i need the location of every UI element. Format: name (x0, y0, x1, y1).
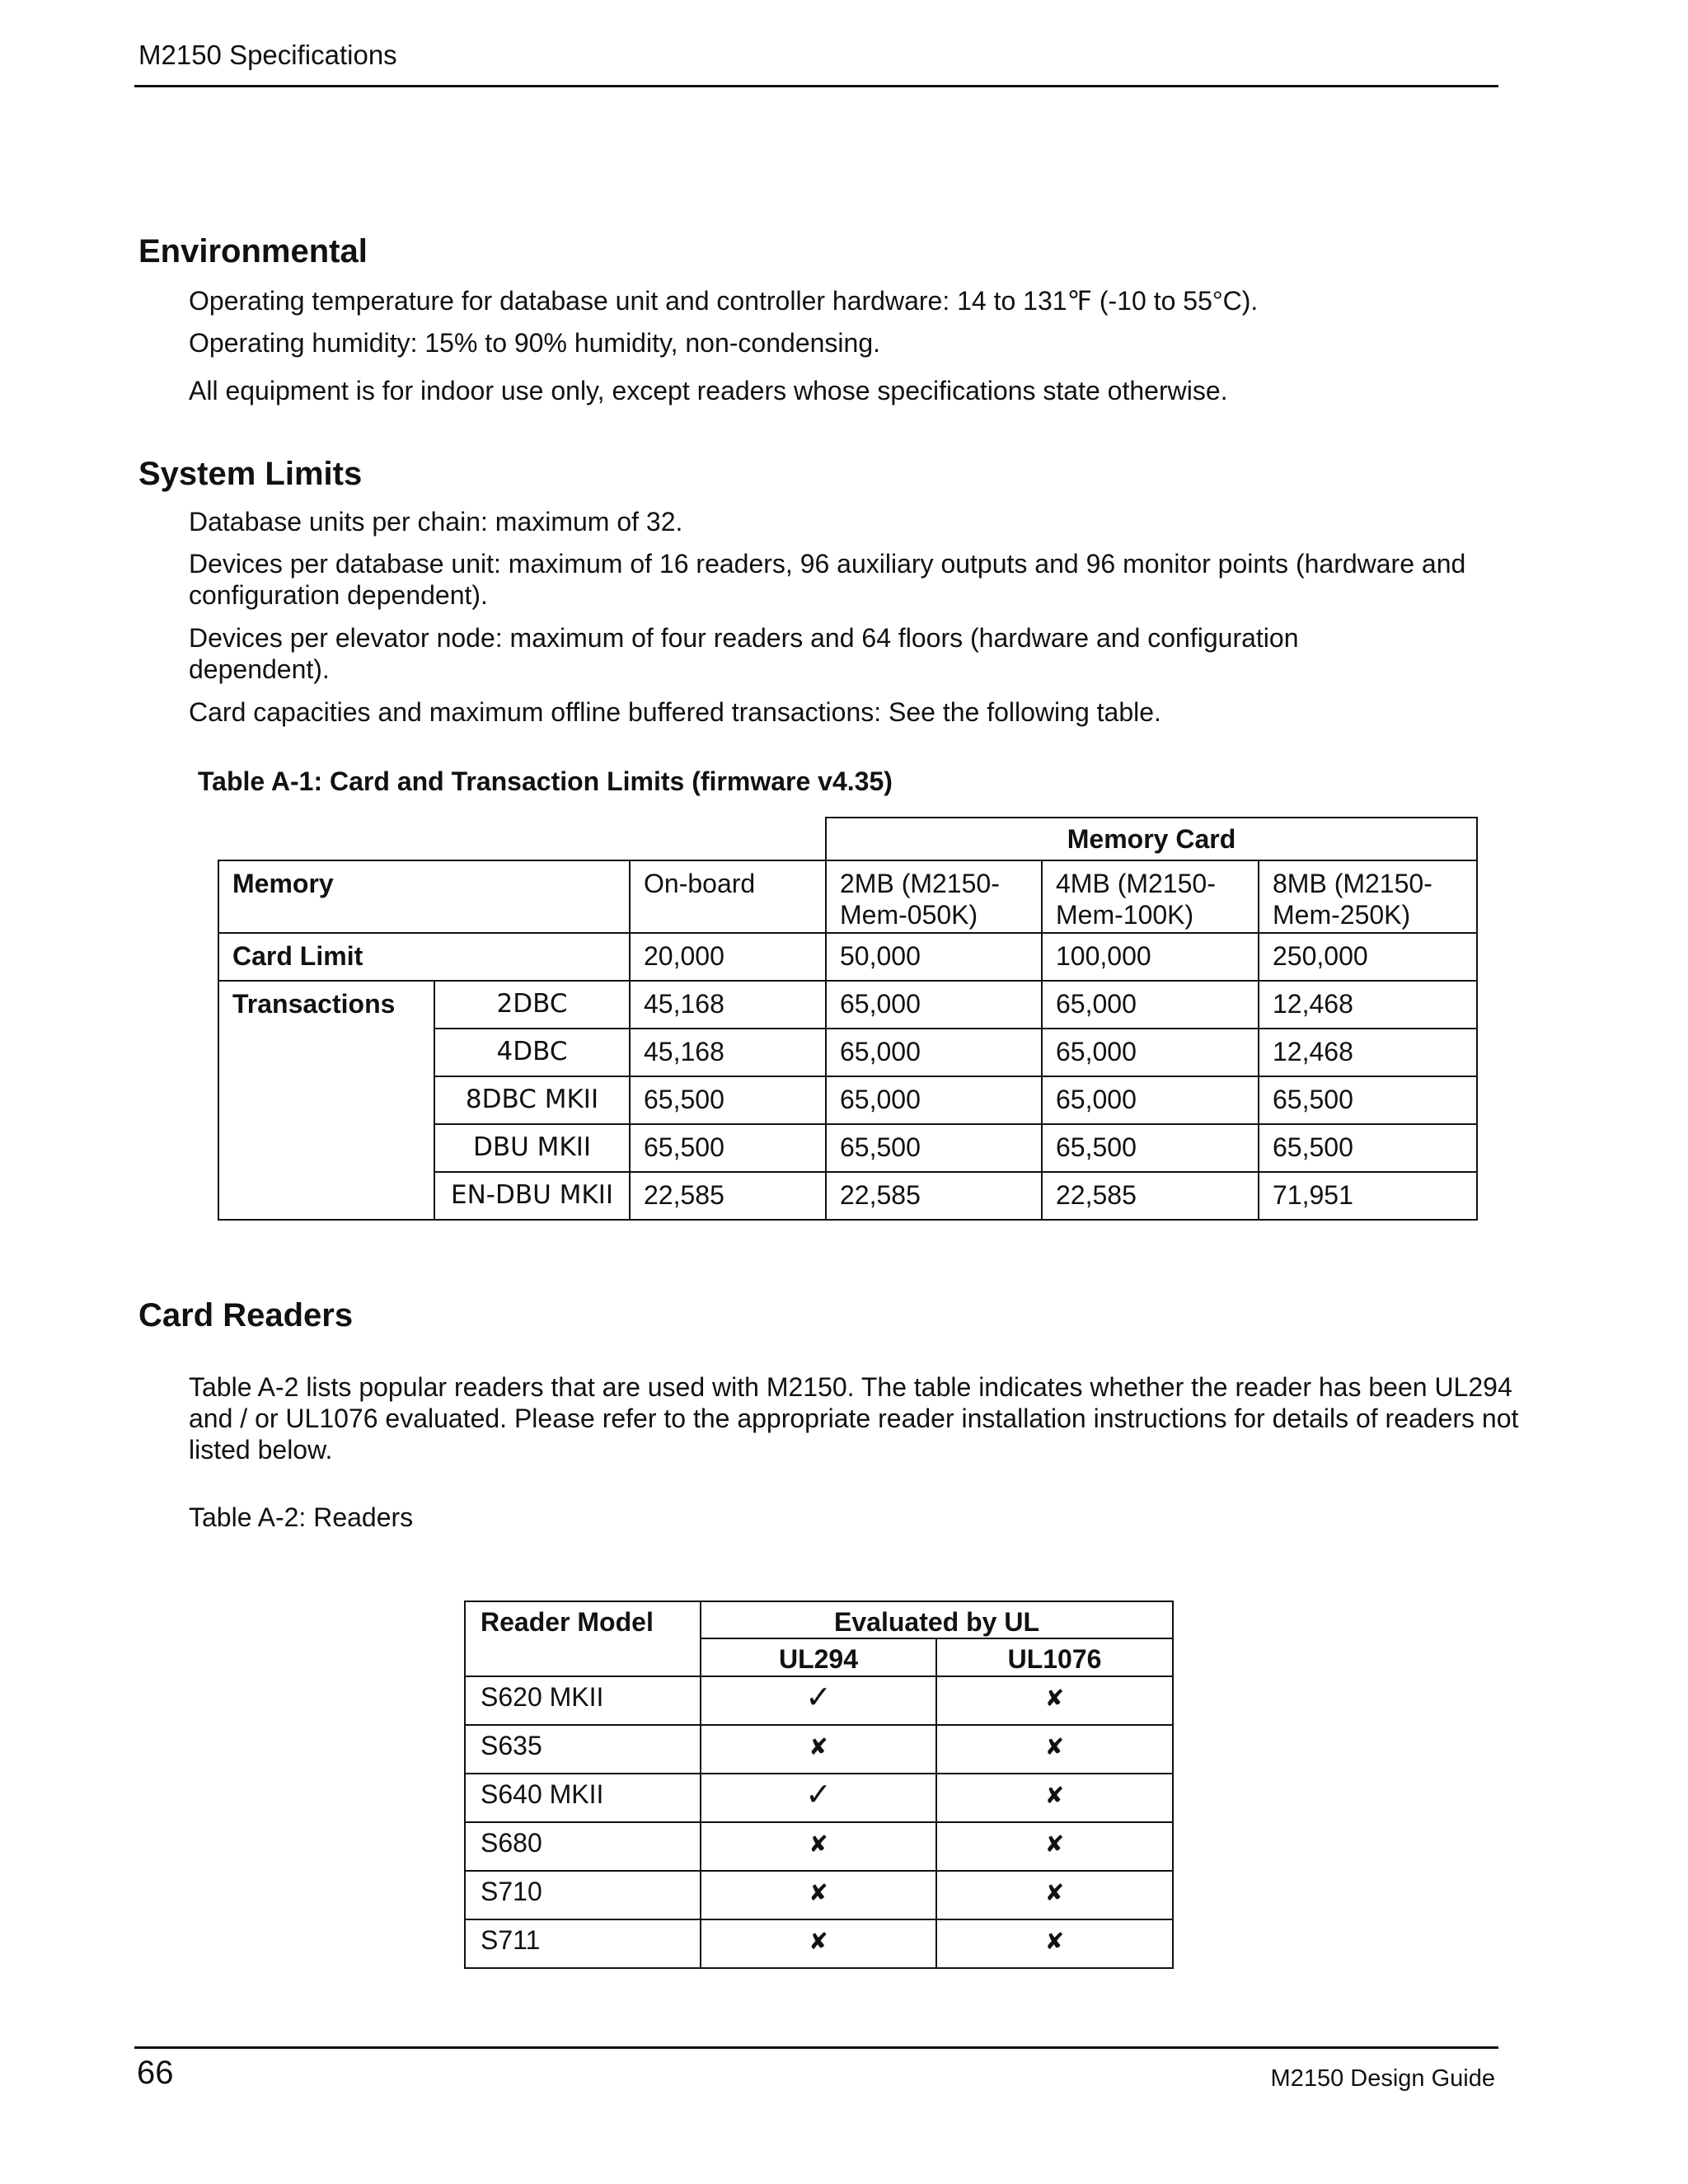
table-row (465, 1919, 1173, 1968)
ul294-cell (701, 1774, 936, 1822)
table-a1-caption: Table A-1: Card and Transaction Limits (firmware v4.35) (198, 766, 893, 796)
cross-icon: ✘ (1044, 1879, 1065, 1906)
check-icon: ✓ (805, 1776, 832, 1812)
table-cell: 45,168 (630, 981, 826, 1029)
cross-icon: ✘ (1044, 1685, 1065, 1712)
mem-2mb-header: 2MB (M2150-Mem-050K) (826, 860, 1042, 933)
limits-devices-per-db: Devices per database unit: maximum of 16 readers, 96 auxiliary outputs and 96 monitor points (hardware and configuration dependent). (189, 549, 1466, 610)
cross-icon: ✘ (809, 1830, 828, 1858)
table-cell: 12,468 (1259, 1029, 1477, 1076)
table-cell: 100,000 (1042, 933, 1259, 981)
ul1076-header: UL1076 (936, 1638, 1173, 1676)
limits-devices-per-elevator: Devices per elevator node: maximum of four readers and 64 floors (hardware and configuration dependent). (189, 623, 1299, 684)
table-cell: 65,500 (1042, 1124, 1259, 1172)
footer-rule (134, 2046, 1498, 2049)
table-row (218, 933, 1477, 981)
table-cell: 22,585 (1042, 1172, 1259, 1220)
table-cell: 65,000 (1042, 981, 1259, 1029)
table-a2-caption: Table A-2: Readers (189, 1502, 414, 1532)
ul294-cell (701, 1725, 936, 1774)
controller-model: 4DBC (434, 1029, 630, 1076)
controller-model: 8DBC MKII (434, 1076, 630, 1124)
ul1076-cell (936, 1676, 1173, 1725)
cross-icon: ✘ (1044, 1830, 1065, 1858)
table-cell: 65,000 (1042, 1076, 1259, 1124)
table-cell: 12,468 (1259, 981, 1477, 1029)
transactions-label: Transactions (218, 981, 434, 1220)
table-cell: 20,000 (630, 933, 826, 981)
page-number: 66 (137, 2055, 174, 2091)
ul294-cell (701, 1919, 936, 1968)
ul1076-cell (936, 1919, 1173, 1968)
cross-icon: ✘ (1044, 1782, 1065, 1809)
table-cell: 22,585 (826, 1172, 1042, 1220)
reader-model: S710 (465, 1871, 701, 1919)
reader-model: S620 MKII (465, 1676, 701, 1725)
cross-icon: ✘ (809, 1928, 828, 1955)
ul294-cell (701, 1822, 936, 1871)
table-cell: 65,500 (1259, 1124, 1477, 1172)
heading-system-limits: System Limits (138, 456, 363, 492)
table-cell: 250,000 (1259, 933, 1477, 981)
cross-icon: ✘ (1044, 1928, 1065, 1955)
reader-model-header: Reader Model (465, 1601, 701, 1676)
controller-model: DBU MKII (434, 1124, 630, 1172)
env-humidity: Operating humidity: 15% to 90% humidity, non-condensing. (189, 328, 880, 358)
memory-label: Memory (218, 860, 630, 933)
table-row (218, 981, 1477, 1029)
table-cell: 22,585 (630, 1172, 826, 1220)
table-cell: 65,500 (826, 1124, 1042, 1172)
ul1076-cell (936, 1871, 1173, 1919)
table-cell: 65,500 (1259, 1076, 1477, 1124)
table-row (465, 1822, 1173, 1871)
controller-model: EN-DBU MKII (434, 1172, 630, 1220)
heading-environmental: Environmental (138, 233, 368, 269)
check-icon: ✓ (805, 1679, 832, 1715)
ul1076-cell (936, 1725, 1173, 1774)
evaluated-by-ul-header: Evaluated by UL (701, 1601, 1173, 1638)
cross-icon: ✘ (1044, 1733, 1065, 1760)
table-row (465, 1774, 1173, 1822)
table-cell: 50,000 (826, 933, 1042, 981)
table-row (465, 1725, 1173, 1774)
table-cell: 65,000 (826, 1076, 1042, 1124)
table-cell: 65,500 (630, 1124, 826, 1172)
limits-database-units: Database units per chain: maximum of 32. (189, 507, 683, 537)
table-cell: 65,000 (826, 981, 1042, 1029)
table-row (465, 1676, 1173, 1725)
card-limit-label: Card Limit (218, 933, 630, 981)
footer-doc-title: M2150 Design Guide (1270, 2065, 1495, 2092)
ul1076-cell (936, 1822, 1173, 1871)
table-cell: 65,500 (630, 1076, 826, 1124)
header-rule (134, 85, 1498, 87)
table-cell: 45,168 (630, 1029, 826, 1076)
ul294-header: UL294 (701, 1638, 936, 1676)
table-a1-corner (218, 818, 826, 860)
table-readers (464, 1601, 1174, 1969)
mem-8mb-header: 8MB (M2150-Mem-250K) (1259, 860, 1477, 933)
table-cell: 65,000 (1042, 1029, 1259, 1076)
env-temperature: Operating temperature for database unit and controller hardware: 14 to 131℉ (-10 to 55°C). (189, 286, 1259, 316)
reader-model: S711 (465, 1919, 701, 1968)
heading-card-readers: Card Readers (138, 1297, 354, 1333)
cross-icon: ✘ (809, 1879, 828, 1906)
table-row (465, 1871, 1173, 1919)
table-cell: 71,951 (1259, 1172, 1477, 1220)
reader-model: S680 (465, 1822, 701, 1871)
env-indoor: All equipment is for indoor use only, except readers whose specifications state otherwise. (189, 376, 1228, 405)
card-readers-intro: Table A-2 lists popular readers that are used with M2150. The table indicates whether the reader has been UL294 and / or UL1076 evaluated. Please refer to the appropriate reader installation instructions for details of readers not listed below. (189, 1372, 1519, 1465)
ul294-cell (701, 1676, 936, 1725)
cross-icon: ✘ (809, 1733, 828, 1760)
reader-model: S635 (465, 1725, 701, 1774)
table-cell: 65,000 (826, 1029, 1042, 1076)
running-header: M2150 Specifications (138, 40, 397, 70)
limits-card-capacities: Card capacities and maximum offline buffered transactions: See the following table. (189, 697, 1161, 727)
ul294-cell (701, 1871, 936, 1919)
onboard-header: On-board (630, 860, 826, 933)
mem-4mb-header: 4MB (M2150-Mem-100K) (1042, 860, 1259, 933)
reader-model: S640 MKII (465, 1774, 701, 1822)
table-card-transaction-limits (218, 817, 1478, 1221)
memory-card-header: Memory Card (826, 818, 1477, 860)
controller-model: 2DBC (434, 981, 630, 1029)
ul1076-cell (936, 1774, 1173, 1822)
